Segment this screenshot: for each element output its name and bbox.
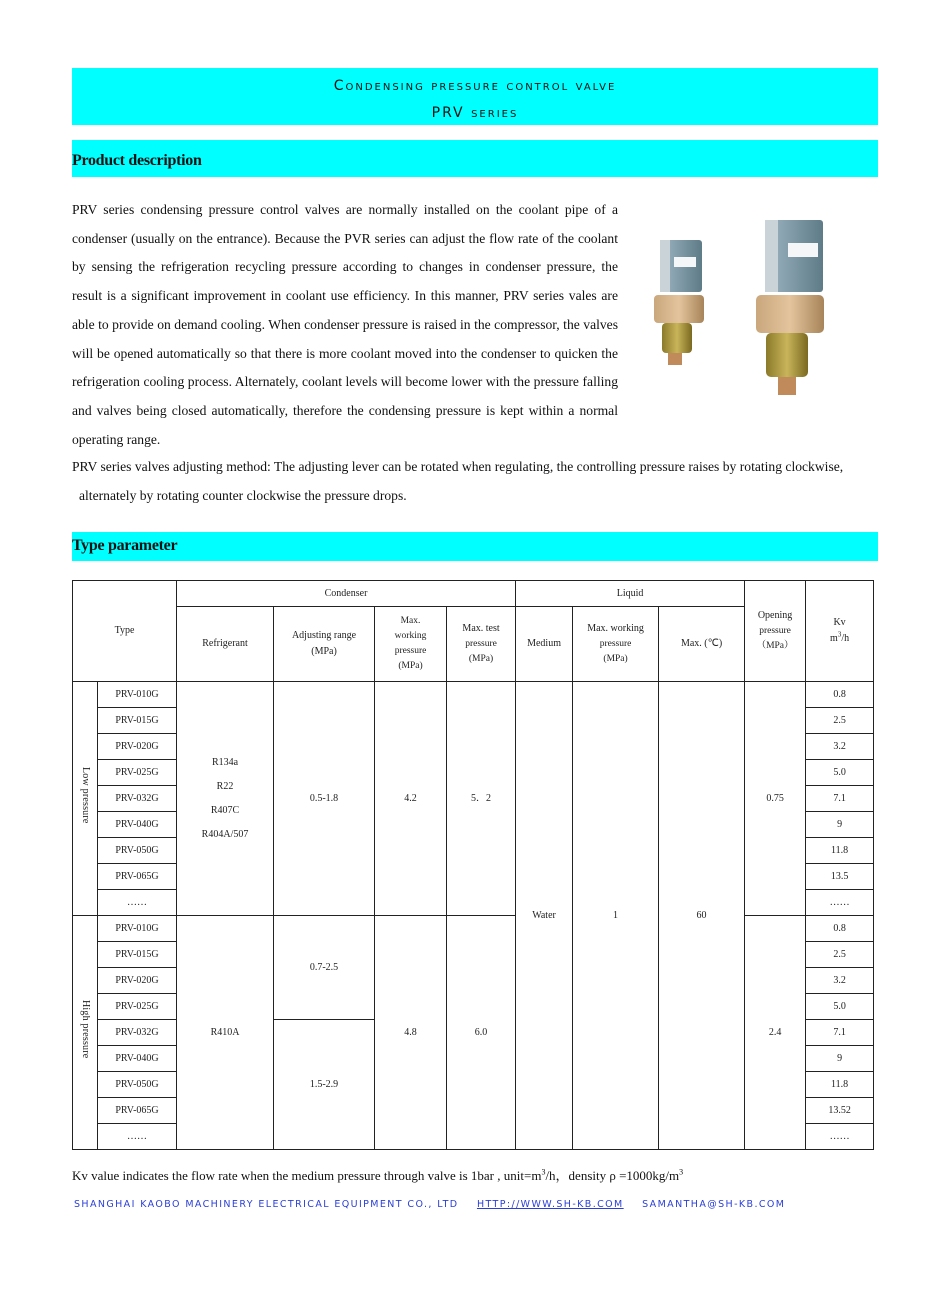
model-cell: …… bbox=[98, 1124, 177, 1150]
model-cell: PRV-050G bbox=[98, 838, 177, 864]
header-liquid-max-working-pressure: Max. working pressure (MPa) bbox=[573, 607, 659, 682]
kv-cell: 7.1 bbox=[806, 786, 874, 812]
low-refrigerants: R134a R22 R407C R404A/507 bbox=[177, 682, 274, 916]
model-cell: PRV-020G bbox=[98, 734, 177, 760]
liquid-max-temperature: 60 bbox=[659, 682, 745, 1150]
kv-cell: …… bbox=[806, 1124, 874, 1150]
liquid-medium: Water bbox=[516, 682, 573, 1150]
header-max-test-pressure: Max. test pressure (MPa) bbox=[447, 607, 516, 682]
footer-email[interactable]: SAMANTHA@SH-KB.COM bbox=[642, 1199, 786, 1210]
kv-cell: 0.8 bbox=[806, 916, 874, 942]
title-banner bbox=[72, 68, 878, 125]
section-title: Product description bbox=[72, 152, 202, 169]
header-liquid: Liquid bbox=[516, 581, 745, 607]
model-cell: PRV-040G bbox=[98, 812, 177, 838]
header-max-temperature: Max. (℃) bbox=[659, 607, 745, 682]
table-row bbox=[73, 916, 874, 942]
header-refrigerant: Refrigerant bbox=[177, 607, 274, 682]
small-valve-icon bbox=[654, 240, 704, 365]
parameter-table bbox=[72, 580, 874, 1150]
high-refrigerant: R410A bbox=[177, 916, 274, 1150]
section-banner-product-description bbox=[72, 140, 878, 177]
header-medium: Medium bbox=[516, 607, 573, 682]
kv-cell: 11.8 bbox=[806, 1072, 874, 1098]
model-cell: PRV-032G bbox=[98, 1020, 177, 1046]
kv-cell: 11.8 bbox=[806, 838, 874, 864]
model-cell: PRV-040G bbox=[98, 1046, 177, 1072]
kv-cell: 3.2 bbox=[806, 968, 874, 994]
kv-footnote: Kv value indicates the flow rate when the medium pressure through valve is 1bar , $unit=m^3/h$，density $\rho =1000kg/m^3$ bbox=[72, 1167, 684, 1183]
kv-cell: 2.5 bbox=[806, 942, 874, 968]
group-low-pressure: Low pressure bbox=[73, 682, 98, 916]
kv-cell: 5.0 bbox=[806, 760, 874, 786]
low-adjusting-range: 0.5-1.8 bbox=[274, 682, 375, 916]
header-row-1 bbox=[73, 581, 874, 607]
header-kv: Kv $m^3/h$ bbox=[806, 581, 874, 682]
kv-cell: …… bbox=[806, 890, 874, 916]
high-max-test-pressure: 6.0 bbox=[447, 916, 516, 1150]
high-opening-pressure: 2.4 bbox=[745, 916, 806, 1150]
kv-cell: 2.5 bbox=[806, 708, 874, 734]
model-cell: PRV-050G bbox=[98, 1072, 177, 1098]
adjusting-method-line1: PRV series valves adjusting method: The adjusting lever can be rotated when regulating, the controlling pressure raises by rotating clockwise, bbox=[72, 459, 844, 474]
kv-cell: 9 bbox=[806, 1046, 874, 1072]
header-opening-pressure: Opening pressure （MPa） bbox=[745, 581, 806, 682]
document-title: Condensing pressure control valve bbox=[333, 78, 617, 94]
kv-cell: 7.1 bbox=[806, 1020, 874, 1046]
model-cell: PRV-065G bbox=[98, 1098, 177, 1124]
document-subtitle: PRV series bbox=[431, 105, 519, 121]
high-adjusting-range-a: 0.7-2.5 bbox=[274, 916, 375, 1020]
footer-company: SHANGHAI KAOBO MACHINERY ELECTRICAL EQUIPMENT CO., LTD bbox=[74, 1199, 459, 1210]
product-photo bbox=[640, 215, 840, 410]
footer bbox=[74, 1199, 785, 1210]
model-cell: PRV-015G bbox=[98, 708, 177, 734]
model-cell: PRV-010G bbox=[98, 682, 177, 708]
table-row bbox=[73, 682, 874, 708]
high-adjusting-range-b: 1.5-2.9 bbox=[274, 1020, 375, 1150]
model-cell: PRV-020G bbox=[98, 968, 177, 994]
group-high-pressure: High pressure bbox=[73, 916, 98, 1150]
kv-cell: 13.5 bbox=[806, 864, 874, 890]
adjusting-method-line2: alternately by rotating counter clockwise the pressure drops. bbox=[79, 487, 407, 503]
header-max-working-pressure: Max. working pressure (MPa) bbox=[375, 607, 447, 682]
model-cell: …… bbox=[98, 890, 177, 916]
model-cell: PRV-032G bbox=[98, 786, 177, 812]
kv-cell: 13.52 bbox=[806, 1098, 874, 1124]
adjusting-method-text bbox=[72, 453, 884, 510]
large-valve-icon bbox=[756, 220, 824, 395]
footer-website-link[interactable]: HTTP://WWW.SH-KB.COM bbox=[476, 1199, 624, 1210]
low-max-working-pressure: 4.2 bbox=[375, 682, 447, 916]
section-banner-type-parameter bbox=[72, 532, 878, 561]
model-cell: PRV-025G bbox=[98, 760, 177, 786]
model-cell: PRV-025G bbox=[98, 994, 177, 1020]
model-cell: PRV-010G bbox=[98, 916, 177, 942]
model-cell: PRV-015G bbox=[98, 942, 177, 968]
kv-cell: 0.8 bbox=[806, 682, 874, 708]
high-max-working-pressure: 4.8 bbox=[375, 916, 447, 1150]
kv-cell: 3.2 bbox=[806, 734, 874, 760]
section-title: Type parameter bbox=[72, 537, 178, 554]
description-paragraph: PRV series condensing pressure control valves are normally installed on the coolant pipe of a condenser (usually on the entrance). Because the PVR series can adjust the flow rate of the coolant by sensing the refrigeration recycling pressure according to changes in condenser pressure, the result is a significant improvement in coolant use efficiency. In this manner, PRV series vales are able to provide on demand cooling. When condenser pressure is raised in the compressor, the valves will be opened automatically so that there is more coolant moved into the condenser to quicken the refrigeration cooling process. Alternately, coolant levels will become lower with the pressure falling and valves being closed automatically, therefore the condensing pressure is kept within a normal operating range. bbox=[72, 202, 618, 447]
liquid-max-working-pressure: 1 bbox=[573, 682, 659, 1150]
low-opening-pressure: 0.75 bbox=[745, 682, 806, 916]
header-adjusting-range: Adjusting range (MPa) bbox=[274, 607, 375, 682]
kv-cell: 9 bbox=[806, 812, 874, 838]
model-cell: PRV-065G bbox=[98, 864, 177, 890]
header-type: Type bbox=[73, 581, 177, 682]
low-max-test-pressure: 5．2 bbox=[447, 682, 516, 916]
header-condenser: Condenser bbox=[177, 581, 516, 607]
kv-cell: 5.0 bbox=[806, 994, 874, 1020]
